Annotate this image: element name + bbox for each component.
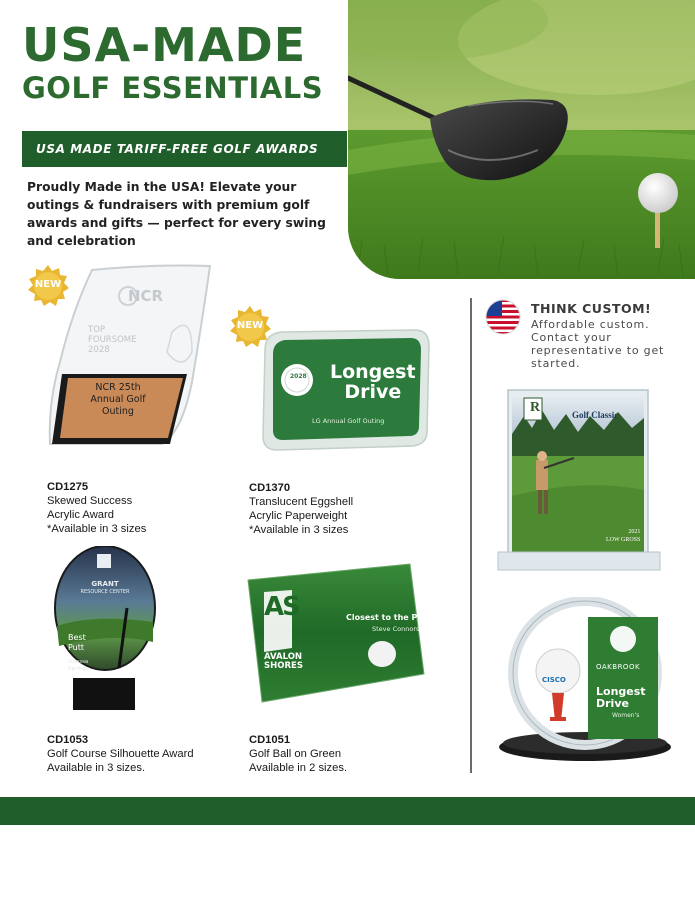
golf-driver-photo bbox=[348, 0, 695, 279]
intro-text: Proudly Made in the USA! Elevate your outings & fundraisers with premium golf awards and gifts — perfect for every swing and celebration bbox=[27, 180, 326, 248]
product-material: Acrylic Paperweight bbox=[249, 510, 348, 522]
paperweight-title bbox=[330, 362, 416, 402]
think-custom-block bbox=[531, 301, 691, 370]
product-sizes: Available in 2 sizes. bbox=[249, 762, 348, 774]
hero-golf-image bbox=[348, 0, 695, 279]
plate-line: Outing bbox=[102, 406, 134, 417]
footer-green-bar bbox=[0, 797, 695, 825]
oval-award-text bbox=[68, 633, 86, 653]
ring-title-line: Drive bbox=[596, 697, 629, 710]
title-line: Longest bbox=[330, 361, 416, 383]
org-name: GRANT bbox=[91, 580, 119, 588]
photo-award-title: Golf Classic bbox=[572, 410, 619, 420]
vertical-divider bbox=[470, 298, 472, 773]
paperweight-subtitle: LG Annual Golf Outing bbox=[312, 417, 385, 425]
org-sub: RESOURCE CENTER bbox=[80, 589, 130, 595]
usa-flag-icon bbox=[485, 299, 521, 335]
golf-ball-on-green-image bbox=[244, 562, 426, 706]
ring-award-sub: Women's bbox=[612, 712, 640, 719]
etch-line: FOURSOME bbox=[88, 335, 137, 345]
product-caption-cd1051 bbox=[249, 733, 347, 775]
product-name: Golf Ball on Green bbox=[249, 748, 342, 760]
product-caption-cd1370 bbox=[249, 481, 353, 537]
photo-award-logo: R bbox=[530, 400, 541, 415]
product-sizes: *Available in 3 sizes bbox=[249, 524, 349, 536]
ring-award-title bbox=[596, 686, 646, 710]
product-code: CD1053 bbox=[47, 734, 89, 746]
product-name: Skewed Success bbox=[47, 495, 133, 507]
product-name: Golf Course Silhouette Award bbox=[47, 748, 194, 760]
avalon-monogram: AS bbox=[264, 592, 299, 622]
plate-line: NCR 25th bbox=[95, 382, 141, 393]
product-code: CD1275 bbox=[47, 481, 89, 493]
loc-line: Odessa bbox=[68, 659, 89, 665]
silhouette-award-image bbox=[53, 546, 161, 712]
product-sizes: Available in 3 sizes. bbox=[47, 762, 146, 774]
new-badge-label: NEW bbox=[34, 279, 62, 290]
award-line: Best bbox=[68, 633, 86, 642]
ring-ball-logo: CISCO bbox=[542, 676, 566, 684]
tariff-free-banner: USA MADE TARIFF-FREE GOLF AWARDS bbox=[22, 131, 347, 167]
award-line: Putt bbox=[68, 643, 85, 652]
block-award-name: Steve Connors bbox=[372, 625, 420, 633]
brand-line: SHORES bbox=[264, 661, 303, 671]
product-material: Acrylic Award bbox=[47, 509, 114, 521]
photo-award-year: 2021 bbox=[628, 529, 641, 535]
page-headline bbox=[22, 18, 324, 105]
think-custom-body: Affordable custom. Contact your representative to get started. bbox=[531, 318, 665, 370]
new-badge-label: NEW bbox=[236, 320, 264, 331]
ncr-etched-logo: NCR bbox=[128, 287, 164, 305]
product-caption-cd1053 bbox=[47, 733, 194, 775]
etch-line: 2028 bbox=[88, 345, 110, 355]
product-name: Translucent Eggshell bbox=[249, 496, 354, 508]
ring-award-brand: OAKBROOK bbox=[596, 663, 641, 671]
product-code: CD1370 bbox=[249, 482, 291, 494]
block-award-title: Closest to the Pin bbox=[346, 613, 426, 622]
custom-ring-award-image bbox=[496, 597, 674, 765]
product-code: CD1051 bbox=[249, 734, 291, 746]
product-caption-cd1275 bbox=[47, 480, 146, 536]
photo-award-sub: LOW GROSS bbox=[606, 537, 641, 543]
oval-org-text bbox=[60, 580, 150, 596]
plate-line: Annual Golf bbox=[90, 394, 146, 405]
photo-award-footer bbox=[606, 528, 640, 544]
loc-line: Springs bbox=[68, 666, 89, 672]
oval-location-text bbox=[68, 659, 89, 673]
title-line: Drive bbox=[344, 381, 402, 403]
headline-line2: GOLF ESSENTIALS bbox=[22, 71, 324, 105]
avalon-brand bbox=[264, 653, 303, 671]
brand-line: AVALON bbox=[264, 652, 303, 662]
etched-text bbox=[88, 325, 137, 355]
headline-line1: USA-MADE bbox=[22, 18, 307, 72]
paperweight-year: 2028 bbox=[290, 373, 307, 380]
ring-title-line: Longest bbox=[596, 685, 646, 698]
etch-line: TOP bbox=[88, 325, 106, 335]
product-sizes: *Available in 3 sizes bbox=[47, 523, 147, 535]
award-plate-text bbox=[62, 382, 174, 418]
think-custom-title: THINK CUSTOM! bbox=[531, 301, 652, 316]
